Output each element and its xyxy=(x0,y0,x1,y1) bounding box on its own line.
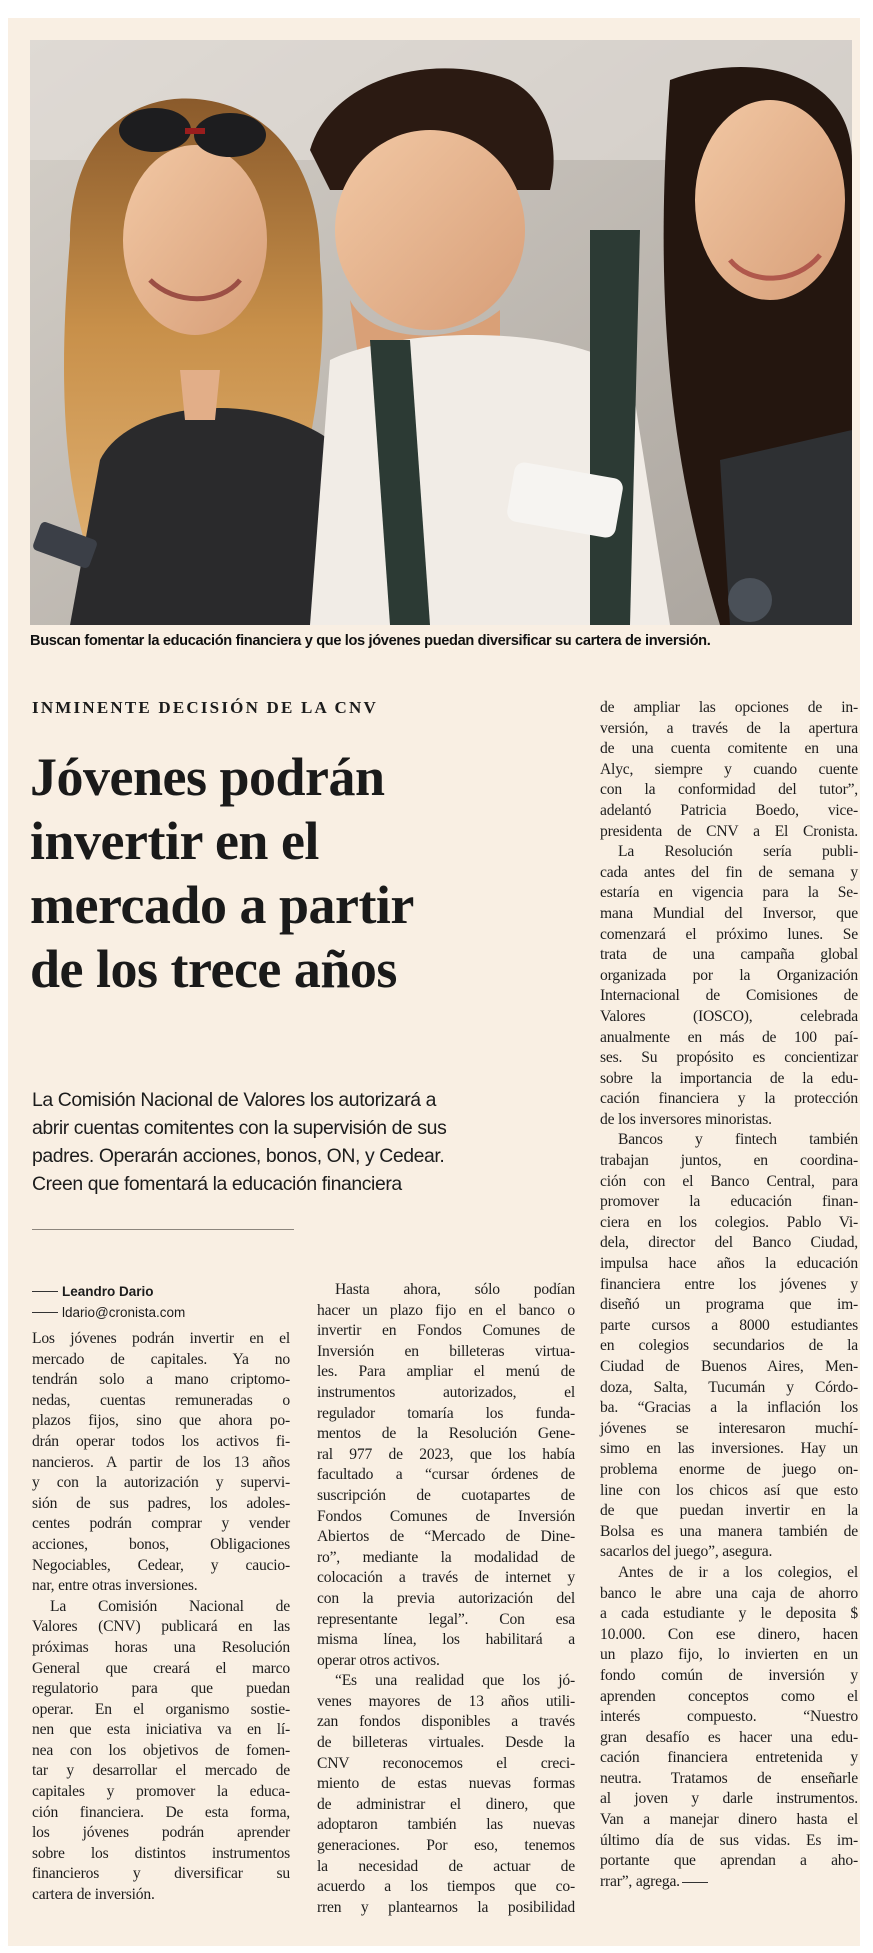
text-line: regulatorio para que puedan xyxy=(32,1680,290,1698)
text-line: estaría en vigencia para la Se- xyxy=(600,884,858,902)
text-line: parte cursos a 8000 estudiantes xyxy=(600,1316,858,1334)
byline-dash xyxy=(32,1291,58,1292)
text-line: Antes de ir a los colegios, el xyxy=(618,1563,858,1581)
text-line: Negociables, Cedear, y caucio- xyxy=(32,1556,290,1574)
text-line: mana Mundial del Inversor, que xyxy=(600,904,858,922)
text-line: mercado de capitales. Ya no xyxy=(32,1350,290,1368)
text-line: de administrar el dinero, que xyxy=(317,1795,575,1813)
text-line: representante legal”. Con esa xyxy=(317,1610,575,1628)
byline-dash xyxy=(32,1312,58,1313)
text-line: aprenden conceptos como el xyxy=(600,1687,858,1705)
text-line: operar. En el organismo sostie- xyxy=(32,1700,290,1718)
text-line: fondo común de inversión y xyxy=(600,1666,858,1684)
deck-line: abrir cuentas comitentes con la supervisión de sus xyxy=(32,1117,447,1139)
text-line: ses. Su propósito es concientizar xyxy=(600,1049,858,1067)
text-line: con la conformidad del tutor”, xyxy=(600,781,858,799)
text-line: instrumentos autorizados, el xyxy=(317,1383,575,1401)
text-line: 10.000. Con ese dinero, hacen xyxy=(600,1625,858,1643)
text-line: cación financiera entretenida y xyxy=(600,1749,858,1767)
text-line: adoptaron también las nuevas xyxy=(317,1816,575,1834)
text-line: neutra. Tratamos de enseñarle xyxy=(600,1769,858,1787)
text-line: banco le abre una caja de ahorro xyxy=(600,1584,858,1602)
headline-line: Jóvenes podrán xyxy=(30,747,385,807)
text-line: sión de sus padres, los adoles- xyxy=(32,1494,290,1512)
text-line: promover la educación finan- xyxy=(600,1193,858,1211)
text-line: Valores (CNV) publicará en las xyxy=(32,1618,290,1636)
text-line: presidenta de CNV a El Cronista. xyxy=(600,822,858,840)
text-line: dela, director del Banco Ciudad, xyxy=(600,1234,858,1252)
text-line: con la previa autorización del xyxy=(317,1589,575,1607)
divider-rule xyxy=(32,1229,294,1230)
text-line: problema enorme de juego on- xyxy=(600,1460,858,1478)
text-line: de los inversores minoristas. xyxy=(600,1110,772,1128)
text-line: Bolsa es una manera también de xyxy=(600,1522,858,1540)
text-line: ciera en los colegios. Pablo Vi- xyxy=(600,1213,858,1231)
text-line: nancieros. A partir de los 13 años xyxy=(32,1453,290,1471)
text-line: Hasta ahora, sólo podían xyxy=(335,1281,575,1298)
text-line: financieros y diversificar su xyxy=(32,1865,290,1883)
text-line: General que creará el marco xyxy=(32,1659,290,1677)
text-line: Fondos Comunes de Inversión xyxy=(317,1507,575,1525)
text-line: al joven y darle instrumentos. xyxy=(600,1790,858,1808)
text-line: ral 977 de 2023, que los había xyxy=(317,1445,575,1463)
text-line: anualmente en más de 100 paí- xyxy=(600,1028,858,1046)
text-line: hacer un plazo fijo en el banco o xyxy=(317,1301,575,1319)
column-3 xyxy=(600,698,858,1892)
author-name: Leandro Dario xyxy=(62,1284,154,1299)
deck-line: Creen que fomentará la educación financiera xyxy=(32,1173,402,1195)
text-line: nea con los objetivos de fomen- xyxy=(32,1741,290,1759)
text-line: Bancos y fintech también xyxy=(618,1131,858,1149)
text-line: misma línea, los habilitará a xyxy=(317,1631,575,1649)
text-line: en colegios secundarios de la xyxy=(600,1337,858,1355)
deck-line: padres. Operarán acciones, bonos, ON, y Cedear. xyxy=(32,1145,445,1167)
headline-line: de los trece años xyxy=(30,939,397,999)
text-line: de billeteras virtuales. Desde la xyxy=(317,1734,575,1752)
text-line: facultado a “cursar órdenes de xyxy=(317,1466,575,1484)
deck-line: La Comisión Nacional de Valores los autorizará a xyxy=(32,1089,437,1111)
text-line: un plazo fijo, lo invierten en un xyxy=(600,1646,858,1664)
text-line: portante que aprendan a aho- xyxy=(600,1852,858,1870)
text-line: sobre los distintos instrumentos xyxy=(32,1844,290,1862)
text-line: La Comisión Nacional de xyxy=(50,1597,290,1615)
text-line: plazos fijos, sino que ahora po- xyxy=(32,1412,290,1430)
text-line: próximas horas una Resolución xyxy=(32,1638,290,1656)
text-line: miento de estas nuevas formas xyxy=(317,1775,575,1793)
photo-illustration xyxy=(30,40,852,625)
text-line: de que puedan invertir en la xyxy=(600,1502,858,1520)
text-line: cada antes del fin de semana y xyxy=(600,863,858,881)
text-line: venes mayores de 13 años utili- xyxy=(317,1692,575,1710)
text-line: interés compuesto. “Nuestro xyxy=(600,1708,858,1726)
text-line: Ciudad de Buenos Aires, Men- xyxy=(600,1358,858,1375)
deck-summary xyxy=(32,1086,572,1198)
text-line: ro”, mediante la modalidad de xyxy=(317,1548,575,1566)
text-line: a cada estudiante y le deposita $ xyxy=(600,1605,858,1623)
text-line: organizada por la Organización xyxy=(600,966,858,984)
text-line: Alyc, siempre y cuando cuente xyxy=(600,760,858,778)
text-line: CNV reconocemos el creci- xyxy=(317,1754,575,1772)
text-line: acuerdo a los tiempos que co- xyxy=(317,1878,575,1896)
text-line: regulador tomaría los funda- xyxy=(317,1404,575,1422)
text-line: capitales y promover la educa- xyxy=(32,1783,290,1801)
text-line: les. Para ampliar el menú de xyxy=(317,1363,575,1381)
text-line: simo en las inversiones. Hay un xyxy=(600,1440,858,1458)
text-line: doza, Salta, Tucumán y Córdo- xyxy=(600,1378,858,1396)
article-photo xyxy=(30,40,852,625)
text-line: operar otros activos. xyxy=(317,1651,440,1669)
text-line: nen que esta iniciativa va en lí- xyxy=(32,1721,290,1739)
column-2 xyxy=(317,1280,575,1918)
text-line: Los jóvenes podrán invertir en el xyxy=(32,1330,290,1347)
text-line: centes podrán comprar y vender xyxy=(32,1515,290,1533)
text-line: la necesidad de actuar de xyxy=(317,1857,575,1875)
text-line: La Resolución sería publi- xyxy=(618,843,858,861)
text-line: Valores (IOSCO), celebrada xyxy=(600,1007,858,1025)
headline-line: mercado a partir xyxy=(30,875,414,935)
column-1 xyxy=(32,1329,290,1906)
text-line: “Es una realidad que los jó- xyxy=(335,1672,575,1690)
text-line: Inversión en billeteras virtua- xyxy=(317,1342,575,1360)
text-line: acciones, bonos, Obligaciones xyxy=(32,1535,290,1553)
text-line: Van a manejar dinero hasta el xyxy=(600,1811,858,1829)
text-line: rren y plantearnos la posibilidad xyxy=(317,1898,575,1916)
author-email[interactable]: ldario@cronista.com xyxy=(62,1305,186,1320)
text-line: de una cuenta comitente en una xyxy=(600,740,858,758)
text-line: generaciones. Por eso, tenemos xyxy=(317,1837,575,1855)
text-line: sacarlos del juego”, asegura. xyxy=(600,1543,773,1561)
text-line: Internacional de Comisiones de xyxy=(600,987,858,1005)
text-line: ción con el Banco Central, para xyxy=(600,1172,858,1190)
text-line: sobre la importancia de la edu- xyxy=(600,1069,858,1087)
text-line: versión, a través de la apertura xyxy=(600,719,858,737)
text-line: line con los chicos así que esto xyxy=(600,1481,858,1499)
text-line: comenzará el próximo lunes. Se xyxy=(600,925,858,943)
text-line: los jóvenes podrán aprender xyxy=(32,1824,290,1842)
kicker: INMINENTE DECISIÓN DE LA CNV xyxy=(32,698,378,717)
text-line: nedas, cuentas remuneradas o xyxy=(32,1391,290,1409)
text-line: financiera entre los jóvenes y xyxy=(600,1275,858,1293)
text-line: tendrán solo a mano criptomo- xyxy=(32,1371,290,1389)
text-line: nar, entre otras inversiones. xyxy=(32,1577,198,1595)
text-line: ción financiera. De esta forma, xyxy=(32,1803,290,1821)
text-line: drán operar todos los activos fi- xyxy=(32,1432,290,1450)
text-line: diseñó un programa que im- xyxy=(600,1296,858,1314)
text-line: adelantó Patricia Boedo, vice- xyxy=(600,801,858,819)
text-line: cartera de inversión. xyxy=(32,1886,155,1904)
text-line: Abiertos de “Mercado de Dine- xyxy=(317,1528,575,1546)
byline xyxy=(32,1281,185,1323)
text-line: ba. “Gracias a la inflación los xyxy=(600,1399,858,1417)
text-line: trata de una campaña global xyxy=(600,946,858,964)
text-line: mentos de la Resolución Gene- xyxy=(317,1425,575,1443)
headline-line: invertir en el xyxy=(30,811,319,871)
newspaper-page xyxy=(8,18,860,1946)
text-line: colocación a través de internet y xyxy=(317,1569,575,1587)
text-line: invertir en Fondos Comunes de xyxy=(317,1322,575,1340)
text-line: rrar”, agrega. xyxy=(600,1872,858,1893)
text-line: impulsa hace años la educación xyxy=(600,1255,858,1273)
text-line: tar y desarrollar el mercado de xyxy=(32,1762,290,1780)
text-line: cación financiera y la protección xyxy=(600,1090,858,1108)
text-line: zan fondos disponibles a través xyxy=(317,1713,575,1731)
text-line: gran desafío es hacer una edu- xyxy=(600,1728,858,1746)
text-line: trabajan juntos, en coordina- xyxy=(600,1152,858,1170)
headline xyxy=(30,745,590,1001)
text-line: suscripción de cuotapartes de xyxy=(317,1486,575,1504)
text-line: de ampliar las opciones de in- xyxy=(600,699,858,716)
text-line: último día de sus vidas. Es im- xyxy=(600,1831,858,1849)
photo-caption: Buscan fomentar la educación financiera y que los jóvenes puedan diversificar su cartera de inversión. xyxy=(30,633,711,649)
text-line: y con la autorización y supervi- xyxy=(32,1474,290,1492)
end-mark xyxy=(682,1882,708,1883)
text-line: jóvenes se interesaron muchí- xyxy=(600,1419,858,1437)
